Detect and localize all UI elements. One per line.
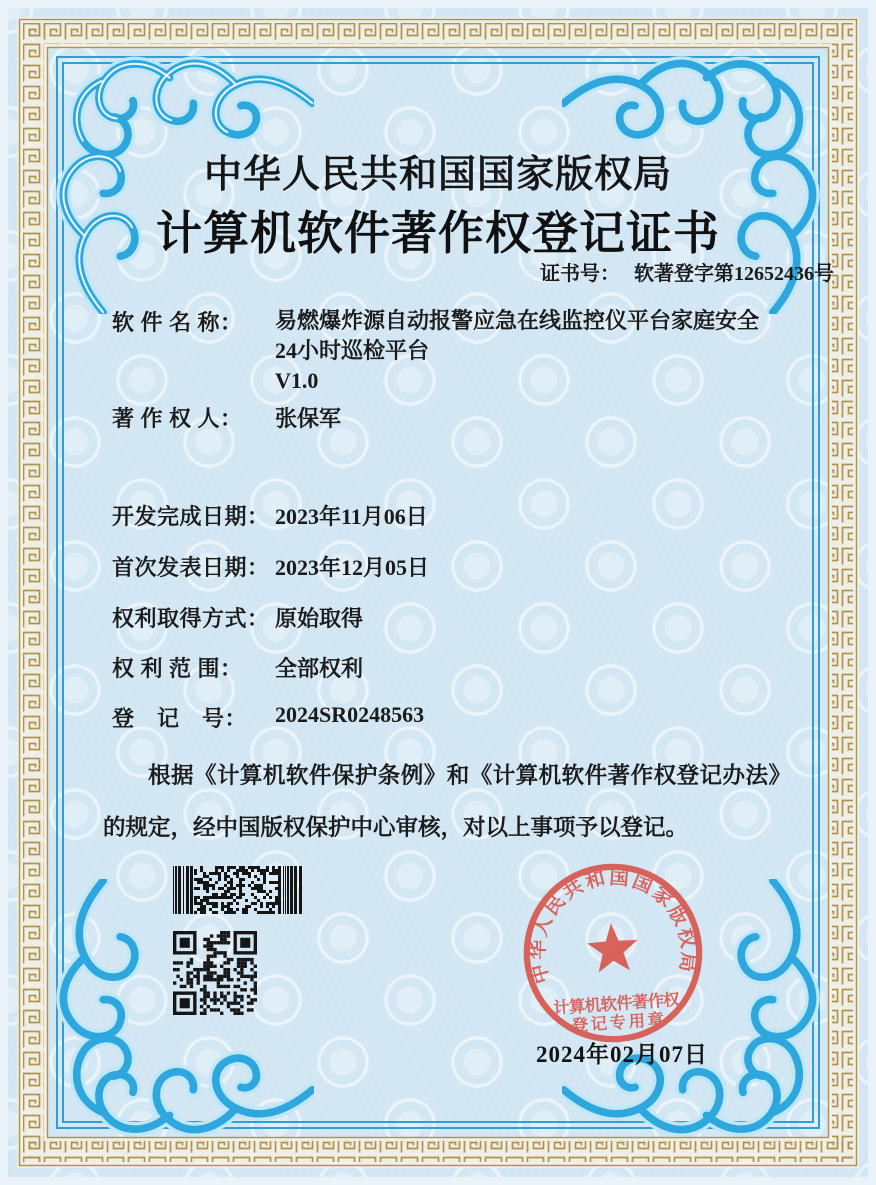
seal-text-line2: 登记专用章 (571, 1009, 665, 1036)
field-right-acquisition (112, 602, 364, 633)
seal-text-line1: 计算机软件著作权 (552, 989, 681, 1018)
field-registration-number-value: 2024SR0248563 (275, 702, 425, 727)
field-copyright-owner-label: 著 作 权 人： (112, 406, 243, 431)
field-first-publish-date-value: 2023年12月05日 (275, 555, 430, 580)
corner-flourish-bottom-left (42, 879, 314, 1151)
issue-date: 2024年02月07日 (536, 1042, 708, 1067)
official-seal (519, 859, 707, 1047)
field-dev-complete-date-label: 开发完成日期： (112, 504, 270, 529)
field-first-publish-date (112, 551, 430, 582)
qr-code (173, 931, 257, 1015)
software-name-version: V1.0 (275, 368, 319, 393)
field-right-acquisition-value: 原始取得 (275, 606, 364, 631)
field-dev-complete-date (112, 500, 428, 531)
seal-star (586, 922, 640, 974)
certificate-number-row (540, 257, 834, 286)
field-right-scope (112, 652, 364, 683)
field-dev-complete-date-value: 2023年11月06日 (275, 504, 428, 529)
field-registration-number-label: 登 记 号： (112, 706, 248, 731)
software-name-line1: 易燃爆炸源自动报警应急在线监控仪平台家庭安全 (275, 308, 760, 333)
software-name-line2: 24小时巡检平台 (275, 338, 430, 363)
field-first-publish-date-label: 首次发表日期： (112, 555, 270, 580)
barcode (173, 866, 303, 914)
field-software-name-label: 软 件 名 称： (112, 310, 243, 335)
certificate-title: 计算机软件著作权登记证书 (156, 208, 720, 259)
field-right-scope-value: 全部权利 (275, 656, 364, 681)
issuer-title: 中华人民共和国国家版权局 (203, 154, 672, 196)
field-right-acquisition-label: 权利取得方式： (112, 606, 270, 631)
seal-ring-text: 中华人民共和国国家版权局 (527, 867, 699, 986)
field-registration-number (112, 702, 425, 733)
field-right-scope-label: 权 利 范 围： (112, 656, 243, 681)
field-software-name-value (275, 306, 759, 396)
field-copyright-owner (112, 402, 342, 433)
registration-statement: 根据《计算机软件保护条例》和《计算机软件著作权登记办法》的规定，经中国版权保护中心审核，对以上事项予以登记。 (103, 763, 791, 840)
certificate-number-value: 软著登字第12652436号 (634, 263, 834, 285)
field-copyright-owner-value: 张保军 (275, 406, 342, 431)
certificate-number-label: 证书号： (540, 263, 620, 285)
field-software-name (112, 306, 760, 393)
